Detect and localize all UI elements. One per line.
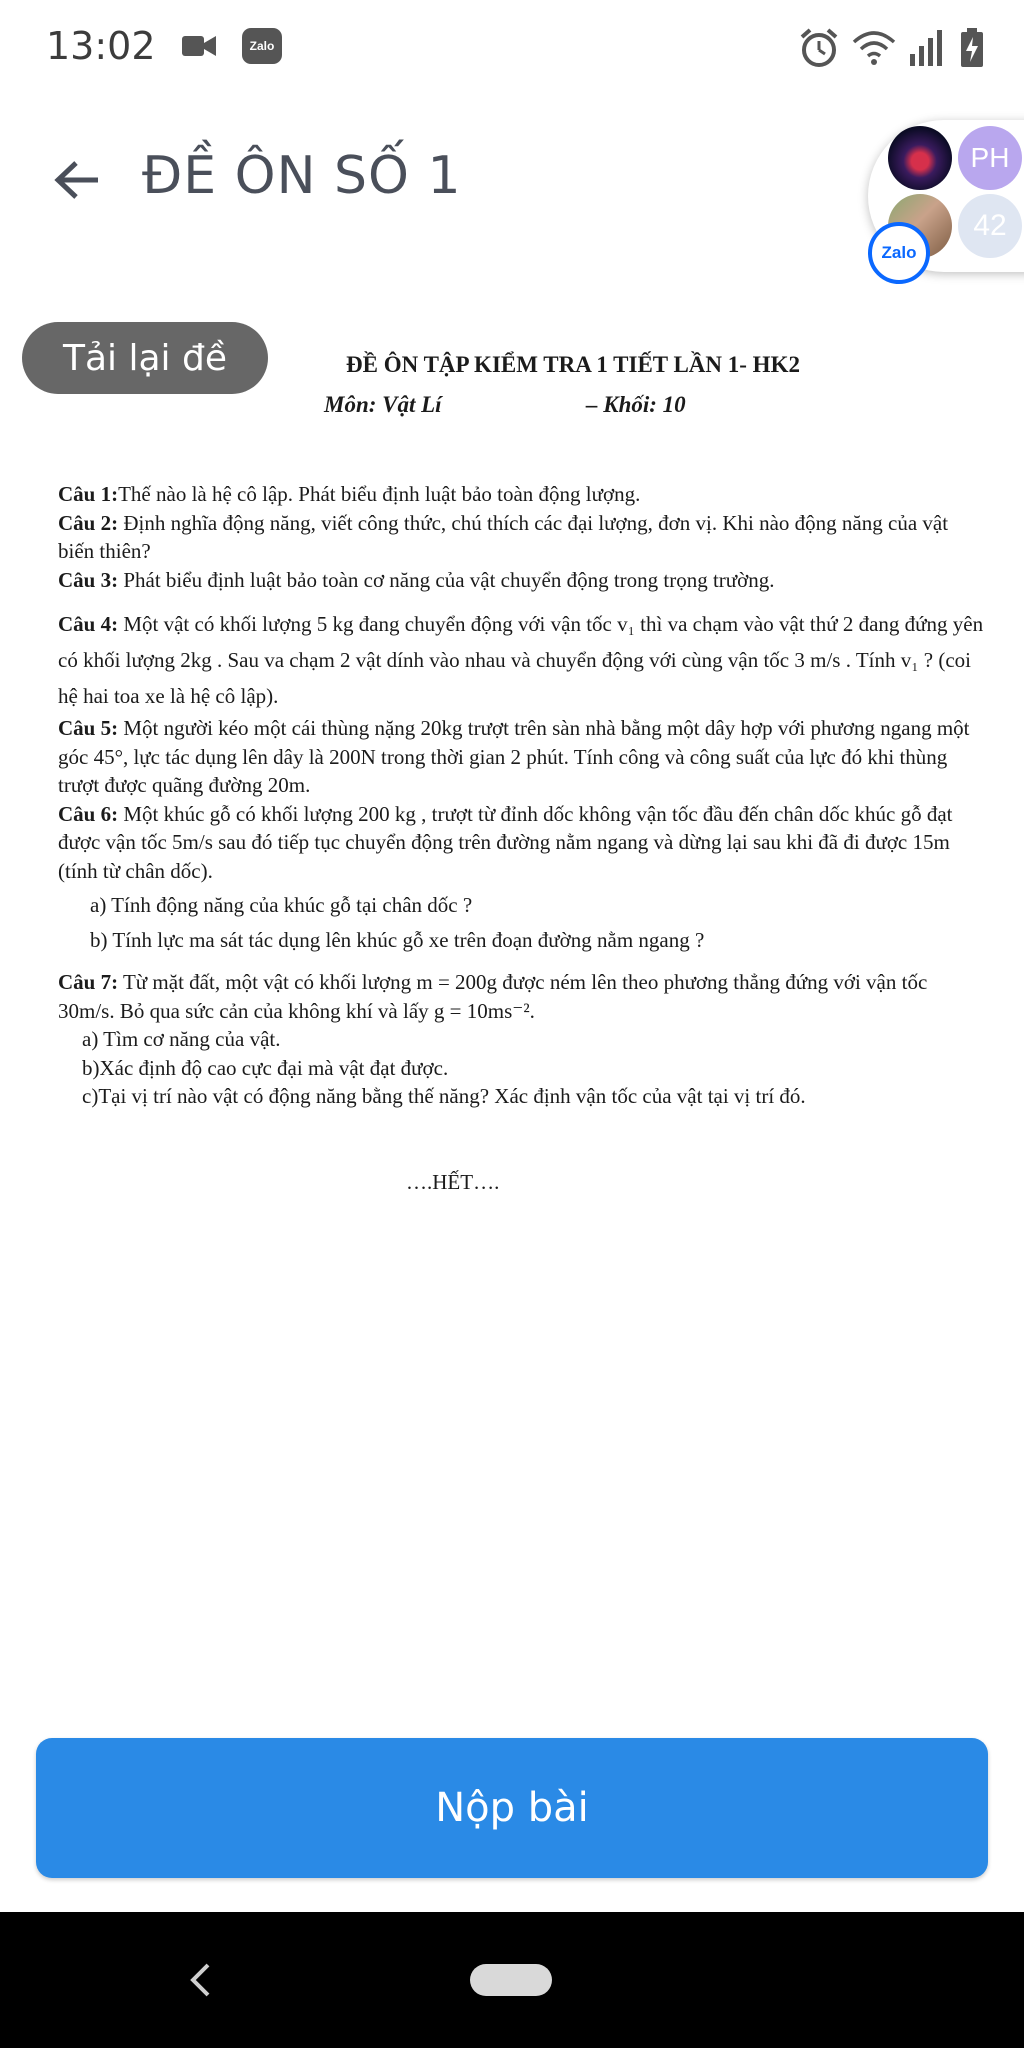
member-count-badge: 42 (958, 194, 1022, 258)
doc-grade: – Khối: 10 (586, 392, 686, 417)
zalo-notification-icon: Zalo (242, 28, 282, 64)
question-6: Câu 6: Một khúc gỗ có khối lượng 200 kg , trượt từ đỉnh dốc không vận tốc đầu đến chân dốc khúc gỗ đạt được vận tốc 5m/s sau đó tiếp tục chuyển động trên đường nằm ngang và dừng lại sau khi đã đi được 15m (tính từ chân dốc). (58, 801, 953, 883)
status-time: 13:02 (46, 24, 156, 68)
question-7-part-a: a) Tìm cơ năng của vật. (82, 1027, 281, 1051)
question-3: Câu 3: Phát biểu định luật bảo toàn cơ năng của vật chuyển động trong trọng trường. (58, 567, 775, 592)
arrow-left-icon (52, 160, 100, 200)
wifi-icon (852, 28, 896, 68)
back-button[interactable] (40, 148, 112, 212)
navigation-bar (0, 1912, 1024, 2048)
avatar-initials: PH (958, 126, 1022, 190)
doc-heading: ĐỀ ÔN TẬP KIỂM TRA 1 TIẾT LẦN 1- HK2 (346, 352, 800, 377)
alarm-icon (798, 27, 840, 69)
doc-body (58, 480, 988, 1111)
question-2: Câu 2: Định nghĩa động năng, viết công thức, chú thích các đại lượng, đơn vị. Khi nào động năng của vật biến thiên? (58, 510, 949, 563)
question-7-part-c: c)Tại vị trí nào vật có động năng bằng thế năng? Xác định vận tốc của vật tại vị trí đó. (82, 1084, 806, 1108)
page-title: ĐỀ ÔN SỐ 1 (142, 146, 462, 206)
end-mark: ….HẾT…. (406, 1170, 500, 1194)
question-5: Câu 5: Một người kéo một cái thùng nặng 20kg trượt trên sàn nhà bằng một dây hợp với phương ngang một góc 45°, lực tác dụng lên dây là 200N trong thời gian 2 phút. Tính công và công suất của lực đó khi thùng trượt được quãng đường 20m. (58, 716, 970, 797)
zalo-logo-icon: Zalo (868, 222, 930, 284)
question-6-part-a: a) Tính động năng của khúc gỗ tại chân dốc ? (90, 893, 473, 917)
question-7: Câu 7: Từ mặt đất, một vật có khối lượng m = 200g được ném lên theo phương thẳng đứng với vận tốc 30m/s. Bỏ qua sức cản của không khí và lấy g = 10ms⁻². (58, 970, 928, 1023)
status-bar (0, 0, 1024, 96)
reload-exam-button[interactable]: Tải lại đề (22, 322, 268, 394)
doc-subject: Môn: Vật Lí (324, 392, 442, 417)
question-7-part-b: b)Xác định độ cao cực đại mà vật đạt được. (82, 1055, 449, 1080)
chevron-left-icon (188, 1962, 212, 1998)
signal-icon (908, 28, 948, 68)
video-camera-icon (182, 34, 216, 58)
submit-button[interactable]: Nộp bài (36, 1738, 988, 1878)
question-4: Câu 4: Một vật có khối lượng 5 kg đang chuyển động với vận tốc v₁ thì va chạm vào vật thứ 2 đang đứng yên có khối lượng 2kg . Sau va chạm 2 vật dính vào nhau và chuyển động với cùng vận tốc 3 m/s . Tính v₁ ? (coi hệ hai toa xe là hệ cô lập). (58, 612, 984, 708)
nav-back-button[interactable] (180, 1956, 220, 2004)
battery-charging-icon (960, 28, 984, 68)
nav-home-button[interactable] (470, 1964, 552, 1996)
question-6-part-b: b) Tính lực ma sát tác dụng lên khúc gỗ xe trên đoạn đường nằm ngang ? (90, 927, 705, 952)
avatar-group-member-1 (888, 126, 952, 190)
question-1: Câu 1:Thế nào là hệ cô lập. Phát biểu định luật bảo toàn động lượng. (58, 482, 641, 506)
status-indicators (798, 24, 984, 72)
